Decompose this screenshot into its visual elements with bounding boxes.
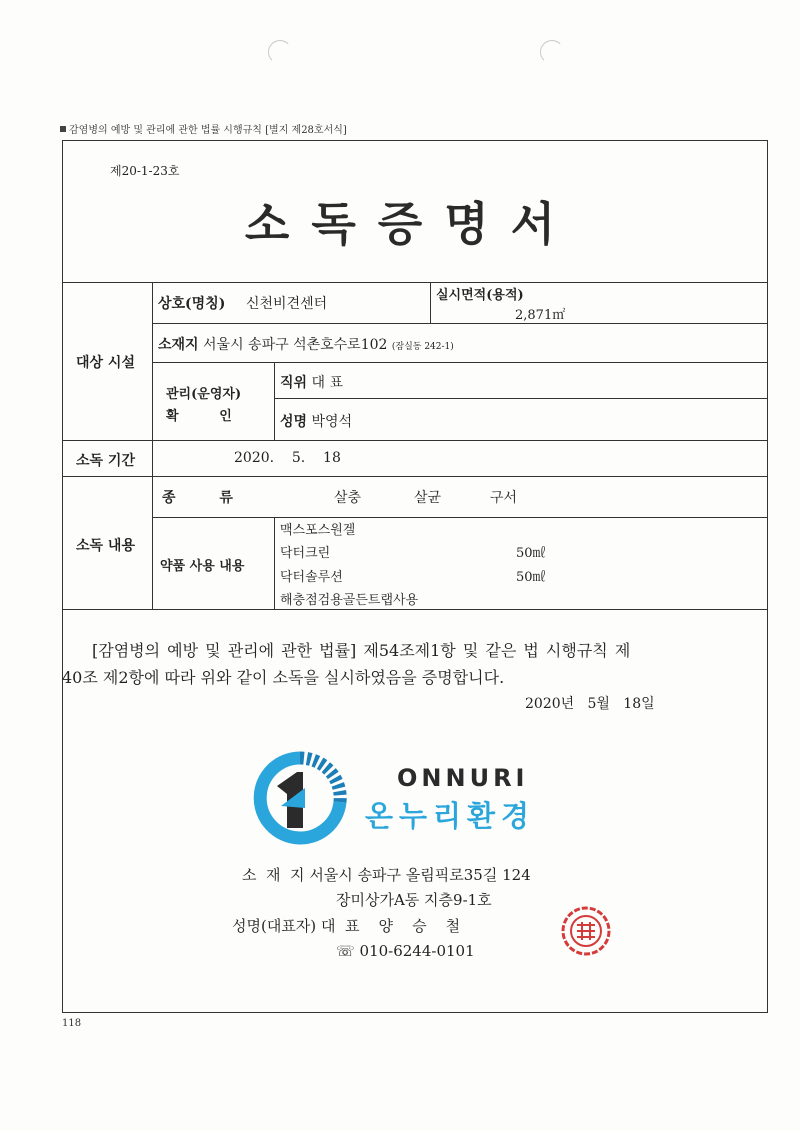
period-label: 소독 기간 [76,453,135,469]
company-address-1: 서울시 송파구 올림픽로35길 124 [309,866,531,884]
location-row [158,334,454,354]
chemical-2: 닥터크린 [280,546,331,561]
business-name-value: 신천비견센터 [246,296,328,312]
chemical-3-amount: 50㎖ [516,570,546,585]
company-logo [245,750,575,845]
form-reference-note [60,121,347,136]
punch-hole-decoration [268,40,292,64]
punch-hole-decoration [540,40,564,64]
table-line [152,282,153,609]
company-name-ko: 온누리환경 [365,799,536,833]
position-value: 대 표 [311,375,344,391]
company-phone: ☏ 010-6244-0101 [336,942,475,960]
business-name-label: 상호(명칭) [158,296,226,312]
page-number: 118 [62,1018,82,1029]
rep-name-row [280,411,352,431]
table-line [152,323,768,324]
table-line [152,362,768,363]
position-row [280,372,343,392]
area-label: 실시면적(용적) [436,288,524,303]
form-reference-text: 감염병의 예방 및 관리에 관한 법률 시행규칙 [별지 제28호서식] [69,125,347,136]
company-name-en: ONNURI [397,764,529,792]
table-line [62,282,768,283]
certificate-title: 소독증명서 [244,197,578,251]
table-line [274,517,275,609]
type-sterilization: 살균 [414,490,442,506]
location-note: (잠실동 242-1) [391,342,454,352]
location-label: 소재지 [158,337,199,353]
manager-label: 관리(운영자) [166,387,242,402]
company-address-row [242,864,531,885]
content-section-label: 소독 내용 [76,538,135,554]
table-line [274,362,275,440]
rep-name-label: 성명 [280,414,308,430]
company-rep-label: 성명(대표자) [232,917,317,935]
table-line [274,398,768,399]
table-line [430,282,431,323]
table-line [62,609,768,610]
chemical-3: 닥터솔루션 [280,570,343,585]
company-rep-name: 대 표 양 승 철 [320,917,461,935]
chemical-4: 해충점검용골든트랩사용 [280,593,419,608]
company-address-2: 장미상가A동 지층9-1호 [336,891,492,909]
type-label: 종 류 [162,490,233,506]
table-line [62,440,768,441]
certification-statement-line2: 40조 제2항에 따라 위와 같이 소독을 실시하였음을 증명합니다. [62,668,505,687]
confirm-label: 확 인 [166,409,232,424]
rep-name-value: 박영석 [311,414,353,430]
period-date: 2020. 5. 18 [234,450,341,466]
chemical-label: 약품 사용 내용 [160,559,245,574]
document-number: 제20-1-23호 [110,164,180,178]
type-insecticide: 살충 [334,490,362,506]
facility-section-label: 대상 시설 [76,355,135,371]
table-line [152,517,768,518]
area-value: 2,871㎡ [515,308,566,323]
type-rodent: 구서 [490,490,518,506]
company-rep-row [232,915,460,936]
location-value: 서울시 송파구 석촌호수로102 [203,337,388,353]
issue-date: 2020년 5월 18일 [525,696,655,712]
company-seal-stamp [560,905,612,957]
square-bullet-icon [60,126,66,132]
table-line [62,476,768,477]
company-address-label: 소 재 지 [242,866,305,884]
onnuri-emblem-icon [245,750,355,845]
chemical-2-amount: 50㎖ [516,546,546,561]
position-label: 직위 [280,375,308,391]
chemical-1: 맥스포스원겔 [280,523,356,538]
certification-statement-line1: [감염병의 예방 및 관리에 관한 법률] 제54조제1항 및 같은 법 시행규칙 제 [92,641,631,660]
